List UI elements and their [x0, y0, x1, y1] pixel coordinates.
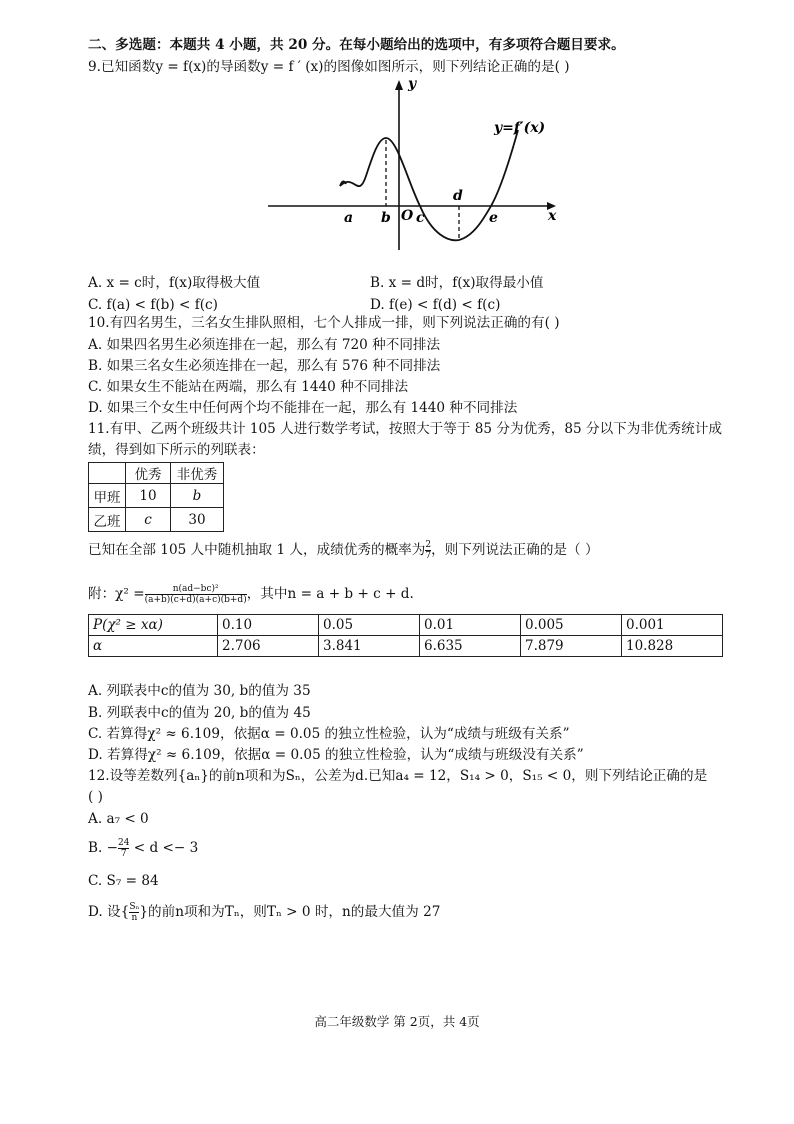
- q11-stem-line1: 11.有甲、乙两个班级共计 105 人进行数学考试，按照大于等于 85 分为优秀，85 分以下为非优秀统计成: [88, 421, 722, 437]
- x-label: x: [548, 208, 557, 224]
- contingency-table: [88, 462, 224, 532]
- page-footer: 高二年级数学 第 2页，共 4页: [314, 1014, 480, 1029]
- table-row: [89, 463, 224, 484]
- section-title: 二、多选题：本题共 4 小题，共 20 分。在每小题给出的选项中，有多项符合题目要求。: [88, 37, 625, 53]
- table-cell: α: [89, 636, 218, 657]
- table-cell: 10.828: [622, 636, 723, 657]
- derivative-graph: [262, 74, 562, 252]
- table-cell: 30: [171, 508, 224, 532]
- table-row: [89, 636, 723, 657]
- q9-option-b: B. x = d时，f(x)取得最小值: [370, 275, 544, 291]
- label-e: e: [489, 210, 498, 226]
- curve-label: y=f′(x): [494, 120, 546, 136]
- q11-option-a: A. 列联表中c的值为 30, b的值为 35: [88, 683, 311, 699]
- table-cell: [89, 463, 126, 484]
- table-cell: P(χ² ≥ xα): [89, 615, 218, 636]
- table-cell: 6.635: [420, 636, 521, 657]
- table-cell: b: [171, 484, 224, 508]
- label-a: a: [344, 210, 354, 226]
- q10-option-d: D. 如果三个女生中任何两个均不能排在一起，那么有 1440 种不同排法: [88, 400, 518, 416]
- q9-option-c: C. f(a) < f(b) < f(c): [88, 297, 218, 313]
- y-axis-arrow: [395, 80, 403, 90]
- q12-option-d: D. 设{ $\frac{\text{Sₙ}}{n}$ }的前n项和为Tₙ，则Tₙ > 0 时，n的最大值为 27: [88, 902, 441, 923]
- q9-option-d: D. f(e) < f(d) < f(c): [370, 297, 501, 313]
- q12-option-c: C. S₇ = 84: [88, 873, 159, 889]
- table-row: [89, 615, 723, 636]
- q11-given-text: 已知在全部 105 人中随机抽取 1 人，成绩优秀的概率为: [88, 542, 426, 558]
- q9-option-a: A. x = c时，f(x)取得极大值: [88, 275, 261, 291]
- table-cell: 优秀: [126, 463, 171, 484]
- label-c: c: [416, 210, 425, 226]
- table-cell: 7.879: [521, 636, 622, 657]
- table-cell: 0.10: [218, 615, 319, 636]
- formula-lhs: 附：χ² =: [88, 586, 145, 602]
- y-label: y: [408, 76, 417, 92]
- fraction: $\frac{24}{7}$: [118, 838, 130, 859]
- table-cell: 非优秀: [171, 463, 224, 484]
- q11-given-tail: ，则下列说法正确的是（ ）: [431, 542, 599, 558]
- q10-option-a: A. 如果四名男生必须连排在一起，那么有 720 种不同排法: [88, 337, 441, 353]
- formula-tail: ，其中n = a + b + c + d.: [246, 586, 414, 602]
- table-cell: c: [126, 508, 171, 532]
- table-row: [89, 484, 224, 508]
- q11-option-d: D. 若算得χ² ≈ 6.109，依据α = 0.05 的独立性检验，认为“成绩与班级没有关系”: [88, 747, 584, 763]
- q11-option-c: C. 若算得χ² ≈ 6.109，依据α = 0.05 的独立性检验，认为“成绩与班级有关系”: [88, 726, 570, 742]
- table-cell: 2.706: [218, 636, 319, 657]
- q11-formula: [88, 584, 414, 605]
- q11-given: [88, 540, 599, 561]
- q12-paren: ( ): [88, 789, 103, 805]
- table-cell: 10: [126, 484, 171, 508]
- q12-option-b: B. − $\frac{24}{7}$ < d <− 3: [88, 838, 199, 859]
- q12-stem: 12.设等差数列{aₙ}的前n项和为Sₙ，公差为d.已知a₄ = 12，S₁₄ > 0，S₁₅ < 0，则下列结论正确的是: [88, 768, 708, 784]
- chi-square-fraction: $\frac{\text{n(ad−bc)²}}{(a+b)(c+d)(a+c)(b+d)}$: [144, 584, 247, 605]
- table-cell: 0.01: [420, 615, 521, 636]
- q10-option-b: B. 如果三名女生必须连排在一起，那么有 576 种不同排法: [88, 358, 441, 374]
- q11-option-b: B. 列联表中c的值为 20, b的值为 45: [88, 705, 311, 721]
- table-cell: 3.841: [319, 636, 420, 657]
- label-origin: O: [401, 208, 414, 224]
- table-row: [89, 508, 224, 532]
- table-cell: 0.05: [319, 615, 420, 636]
- fraction: $\frac{2}{7}$: [425, 540, 432, 561]
- fraction: $\frac{\text{Sₙ}}{n}$: [129, 902, 140, 923]
- critical-value-table: [88, 614, 723, 657]
- q12-option-a: A. a₇ < 0: [88, 811, 149, 827]
- label-d: d: [453, 188, 463, 204]
- q10-option-c: C. 如果女生不能站在两端，那么有 1440 种不同排法: [88, 379, 409, 395]
- table-cell: 0.001: [622, 615, 723, 636]
- table-cell: 乙班: [89, 508, 126, 532]
- q11-stem-line2: 绩，得到如下所示的列联表：: [88, 442, 265, 458]
- table-cell: 0.005: [521, 615, 622, 636]
- table-cell: 甲班: [89, 484, 126, 508]
- label-b: b: [381, 210, 391, 226]
- q9-stem: 9.已知函数y = f(x)的导函数y = f ′ (x)的图像如图所示，则下列结论正确的是( ): [88, 59, 570, 75]
- q10-stem: 10.有四名男生，三名女生排队照相，七个人排成一排，则下列说法正确的有( ): [88, 315, 560, 331]
